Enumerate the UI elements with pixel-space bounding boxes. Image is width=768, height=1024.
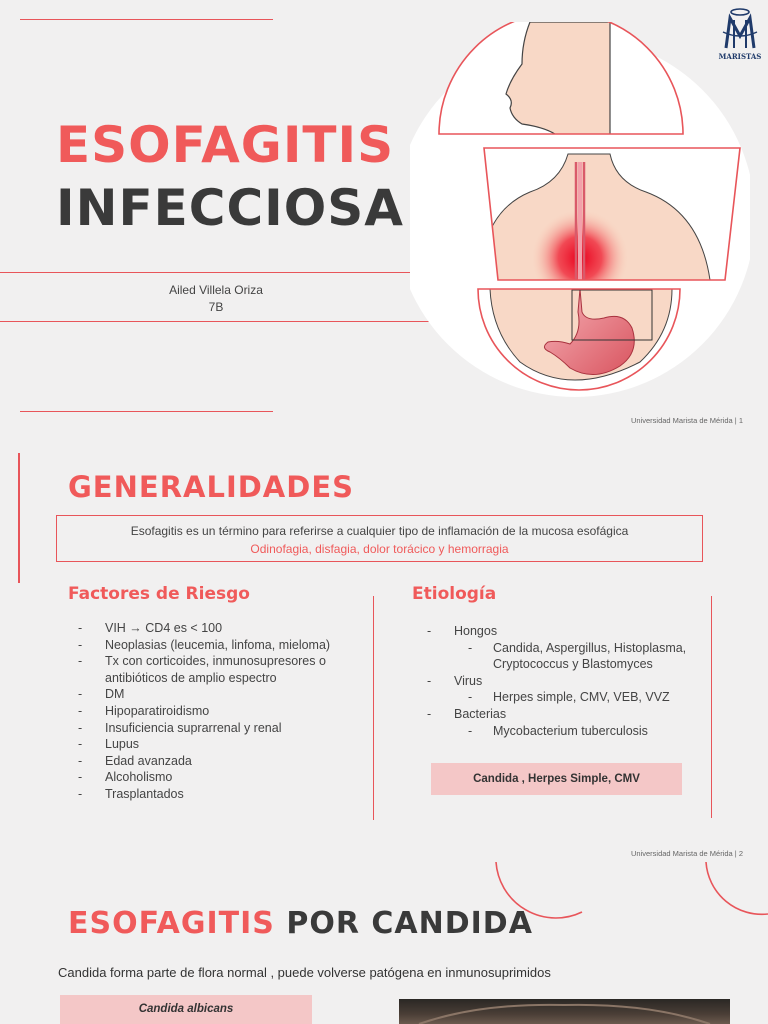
list-item	[417, 673, 717, 706]
bacteria-label: Bacterias	[454, 706, 507, 721]
esophagus-illustration	[410, 22, 750, 407]
definition-box	[56, 515, 703, 562]
author-name: Ailed Villela Oriza	[169, 283, 263, 297]
list-item: - Alcoholismo	[68, 769, 358, 786]
list-item: - Tx con corticoides, inmunosupresores o antibióticos de amplio espectro	[68, 653, 358, 686]
list-item: - Herpes simple, CMV, VEB, VVZ	[454, 689, 717, 706]
etiology-list	[417, 623, 717, 739]
list-item: - Neoplasias (leucemia, linfoma, mieloma)	[68, 637, 358, 654]
list-item: - Hipoparatiroidismo	[68, 703, 358, 720]
etiology-heading: Etiología	[412, 584, 497, 604]
stomach-panel	[470, 282, 690, 407]
list-item: - Trasplantados	[68, 786, 358, 803]
main-agents-highlight: Candida , Herpes Simple, CMV	[431, 763, 682, 795]
list-item: - DM	[68, 686, 358, 703]
slide2-footer: Universidad Marista de Mérida | 2	[631, 849, 743, 858]
logo-text: MARISTAS	[718, 52, 762, 61]
list-item: - Edad avanzada	[68, 753, 358, 770]
author-group: 7B	[208, 300, 224, 314]
column-divider	[373, 596, 374, 820]
endoscopy-texture	[399, 999, 730, 1024]
endoscopy-image	[399, 999, 730, 1024]
slide3-title-red: ESOFAGITIS	[68, 906, 275, 941]
slide3-title	[68, 906, 533, 941]
slide2-left-accent	[18, 453, 20, 583]
fungi-label: Hongos	[454, 624, 498, 638]
slide1-title-line1: ESOFAGITIS	[56, 116, 395, 174]
slide1-footer: Universidad Marista de Mérida | 1	[631, 416, 743, 425]
list-item: - Mycobacterium tuberculosis	[454, 723, 717, 740]
list-item	[417, 623, 717, 673]
generalidades-heading: GENERALIDADES	[68, 470, 355, 504]
list-item: - Candida, Aspergillus, Histoplasma, Cryptococcus y Blastomyces	[454, 640, 717, 673]
virus-label: Virus	[454, 673, 483, 688]
risk-factors-list	[68, 620, 358, 803]
slide3-title-dark: POR CANDIDA	[286, 906, 533, 941]
list-item	[417, 706, 717, 739]
top-divider	[20, 19, 273, 20]
candida-description: Candida forma parte de flora normal , puede volverse patógena en inmunosuprimidos	[58, 965, 551, 980]
slide1-title-line2: INFECCIOSA	[56, 179, 404, 237]
list-item: - Lupus	[68, 736, 358, 753]
list-item: - Insuficiencia suprarrenal y renal	[68, 720, 358, 737]
definition-text: Esofagitis es un término para referirse a cualquier tipo de inflamación de la mucosa esofágica	[130, 524, 629, 538]
risk-factors-heading: Factores de Riesgo	[68, 584, 250, 604]
candida-albicans-label: Candida albicans	[60, 995, 312, 1024]
list-item: - VIH → CD4 es < 100	[68, 620, 358, 637]
author-box	[0, 272, 442, 322]
slide2-right-divider	[711, 596, 712, 818]
slide1-bottom-divider	[20, 411, 273, 412]
symptoms-text: Odinofagia, disfagia, dolor torácico y hemorragia	[250, 542, 509, 556]
